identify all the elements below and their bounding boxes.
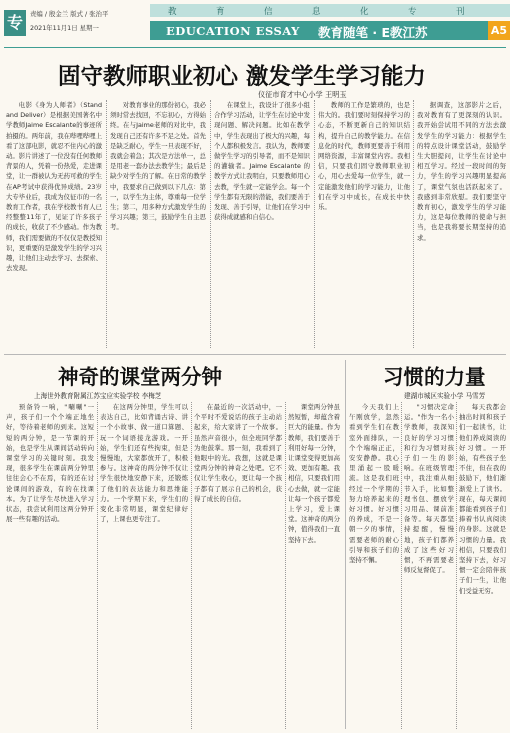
page-header (0, 0, 510, 50)
article2-column-3 (194, 402, 282, 729)
banner-char: 育 (216, 7, 227, 17)
banner-char: 教 (168, 7, 179, 17)
article1-title: 固守教师职业初心 激发学生学习能力 (58, 64, 426, 90)
article-separator (345, 360, 346, 729)
article1-text: 电影《身为人师者》（Stand and Deliver）是根据美国著名中学教师Jaime Escalante的事迹所拍摄的。两年前，我在哔哩哔哩上看了这部电影，就忍不住内心的激动。影片讲述了一位没有任何教师背景的人，凭着一份热爱，走进课堂，让一群被认为无药可救的学生在AP考试中获得优异成绩。23岁大专毕业后，我成为仪征市的一名教育工作者，我在学校教书育人已经整整11年了，见证了许多孩子的成长，收获了不少感动。作为教师，我们需要做的不仅仅是教授知识，更重要的是激发学生的学习兴趣，让他们主动去学习、去探索、去发现。 (6, 101, 102, 273)
page-number: A5 (488, 21, 510, 40)
column-divider (285, 402, 286, 729)
section-banner (150, 21, 510, 40)
article2-byline: 上海世外教育附属江苏宝应实验学校 李梅芝 (34, 392, 162, 400)
article2-column-1 (6, 402, 94, 729)
article1-column-5 (417, 100, 506, 348)
article1-column-1 (6, 100, 102, 348)
date-line: 2021年11月1日 星期一 (30, 24, 99, 32)
banner-char: 刊 (456, 7, 467, 17)
article2-column-2 (100, 402, 188, 729)
header-divider (4, 47, 506, 48)
article3-column-3 (459, 402, 506, 729)
article3-column-2 (404, 402, 454, 729)
column-divider (191, 402, 192, 729)
column-divider (210, 100, 211, 348)
section-divider (4, 354, 506, 355)
article3-title: 习惯的力量 (383, 365, 486, 389)
article1-text: 据调查，这部影片之后，我对教育有了更深刻的认识。我开始尝试用不同的方法去激发学生的学习能力：根据学生的特点设计课堂活动，鼓励学生大胆提问，让学生在讨论中相互学习。经过一段时间的努力，学生的学习兴趣明显提高了，课堂气氛也活跃起来了。我感到非常欣慰。我们要坚守教育初心，激发学生的学习能力，这是每位教师的使命与担当，也是我将要长期坚持的追求。 (417, 101, 506, 242)
article1-text: 教师的工作是繁琐的，也是伟大的。我们要时刻保持学习的心态，不断更新自己的知识结构，提升自己的教学能力。在信息化的时代，教师更要善于利用网络资源，丰富课堂内容。我相信，只要我们固守教师职业初心，用心去爱每一位学生，就一定能激发他们的学习能力，让他们在学习中成长，在成长中快乐。 (318, 101, 410, 212)
column-divider (314, 100, 315, 348)
article2-text: 预备铃一响，"唰唰"一声，孩子们一个个端正地坐好，等待着老师的到来。这短短的两分钟，是一节课的开始，也是学生从课间活动转向课堂学习的关键时刻。我发现，很多学生在课前两分钟里往往会心不在焉，有的还在讨论课间的游戏，有的在找课本。为了让学生尽快进入学习状态，我尝试利用这两分钟开展一些有趣的活动。 (6, 403, 94, 524)
column-divider (456, 402, 457, 729)
article2-title: 神奇的课堂两分钟 (58, 365, 222, 389)
newspaper-logo: 专 (4, 10, 26, 36)
banner-char: 信 (264, 7, 275, 17)
banner-char: 化 (360, 7, 371, 17)
section-title-cn: 教育随笔 · E教江苏 (318, 25, 428, 40)
article1-text: 在课堂上，我设计了很多小组合作学习活动，让学生在讨论中发现问题、解决问题。比如在教学中，学生表现出了极大的兴趣，每个人都积极发言。我认为，教师要做学生学习的引导者，而不是知识的灌输者。Jaime Escalante 的教学方式让我明白，只要教师用心去教，学生就一定能学会。每一个学生都有无限的潜能，我们要善于发现、善于引导，让他们在学习中获得成就感和自信心。 (214, 101, 310, 222)
article1-text: 对教育事业的那份初心，我必须时常去找回，不忘初心，方得始终。在与Jaime老师的对比中，我发现自己还有许多不足之处。首先是缺乏耐心，学生一旦表现不好，我就会着急；其次是方法单一，总是用老一套办法去教学生；最后是缺少对学生的了解。在日常的教学中，我要求自己做到以下几点：第一，以学生为主体，尊重每一位学生；第二，用多种方式激发学生的学习兴趣；第三，鼓励学生自主思考。 (110, 101, 206, 232)
article1-column-4 (318, 100, 410, 348)
article1-column-3 (214, 100, 310, 348)
article2-column-4 (288, 402, 340, 729)
column-divider (401, 402, 402, 729)
article3-text: 今天我们上午刚放学，忽然看到学生们在教室外面排队，一个个端端正正，安安静静。我心里涌起一股暖流。这是我们班经过一个学期的努力培养起来的好习惯。好习惯的养成，不是一朝一夕的事情，需要老师的耐心引导和孩子们的坚持不懈。 (349, 403, 399, 565)
article2-text: 在最近的一次活动中，一个平时不爱说话的孩子主动站起来，给大家讲了一个故事。虽然声音很小，但全班同学都为他鼓掌。那一刻，我看到了他眼中的光。我想，这就是课堂两分钟的神奇之处吧。它不仅让学生收心，更让每一个孩子都有了展示自己的机会，获得了成长的自信。 (194, 403, 282, 503)
article1-byline: 仪征市育才中心小学 王明玉 (258, 90, 347, 99)
article3-column-1 (349, 402, 399, 729)
article3-byline: 建湖市城区实验小学 马雪芳 (404, 392, 486, 400)
article3-text: "习惯决定命运。"作为一名小学教师，我深知良好的学习习惯和行为习惯对孩子们一生的影响。在班级管理中，我注重从细节入手，比如整理书包、摆放学习用品、课前准备等。每天都坚持提醒，慢慢地，孩子们都养成了这些好习惯，不再需要老师反复督促了。 (404, 403, 454, 575)
column-divider (106, 100, 107, 348)
column-divider (97, 402, 98, 729)
section-banner-top (150, 4, 510, 17)
banner-char: 专 (408, 7, 419, 17)
article2-text: 在这两分钟里，学生可以表达自己，比如背诵古诗、讲一个小故事、做一道口算题、玩一个词语接龙游戏。一开始，学生们还有些拘束，但是慢慢地，大家都放开了，积极参与。这神奇的两分钟不仅让学生很快地安静下来，还锻炼了他们的表达能力和思维能力。一个学期下来，学生们的变化非常明显，课堂纪律好了，上课也更专注了。 (100, 403, 188, 524)
banner-char: 息 (312, 7, 323, 17)
section-title-en: EDUCATION ESSAY (166, 24, 300, 38)
article1-column-2 (110, 100, 206, 348)
editor-line: 责编 / 殷金兰 版式 / 张治平 (30, 10, 109, 18)
article3-text: 每天我都会抽出时间和孩子们一起读书，让他们养成阅读的好习惯。一开始，有些孩子坐不住，但在我的鼓励下，他们渐渐爱上了读书。现在，每天课间都能看到孩子们捧着书认真阅读的身影。这就是习惯的力量。我相信，只要我们坚持下去，好习惯一定会陪伴孩子们一生，让他们受益无穷。 (459, 403, 506, 595)
article2-text: 课堂两分钟虽然短暂，却蕴含着巨大的能量。作为教师，我们要善于利用好每一分钟，让课堂变得更加高效、更加有趣。我相信，只要我们用心去做，就一定能让每一个孩子都爱上学习，爱上课堂。这神奇的两分钟，值得我们一直坚持下去。 (288, 403, 340, 544)
column-divider (413, 100, 414, 348)
